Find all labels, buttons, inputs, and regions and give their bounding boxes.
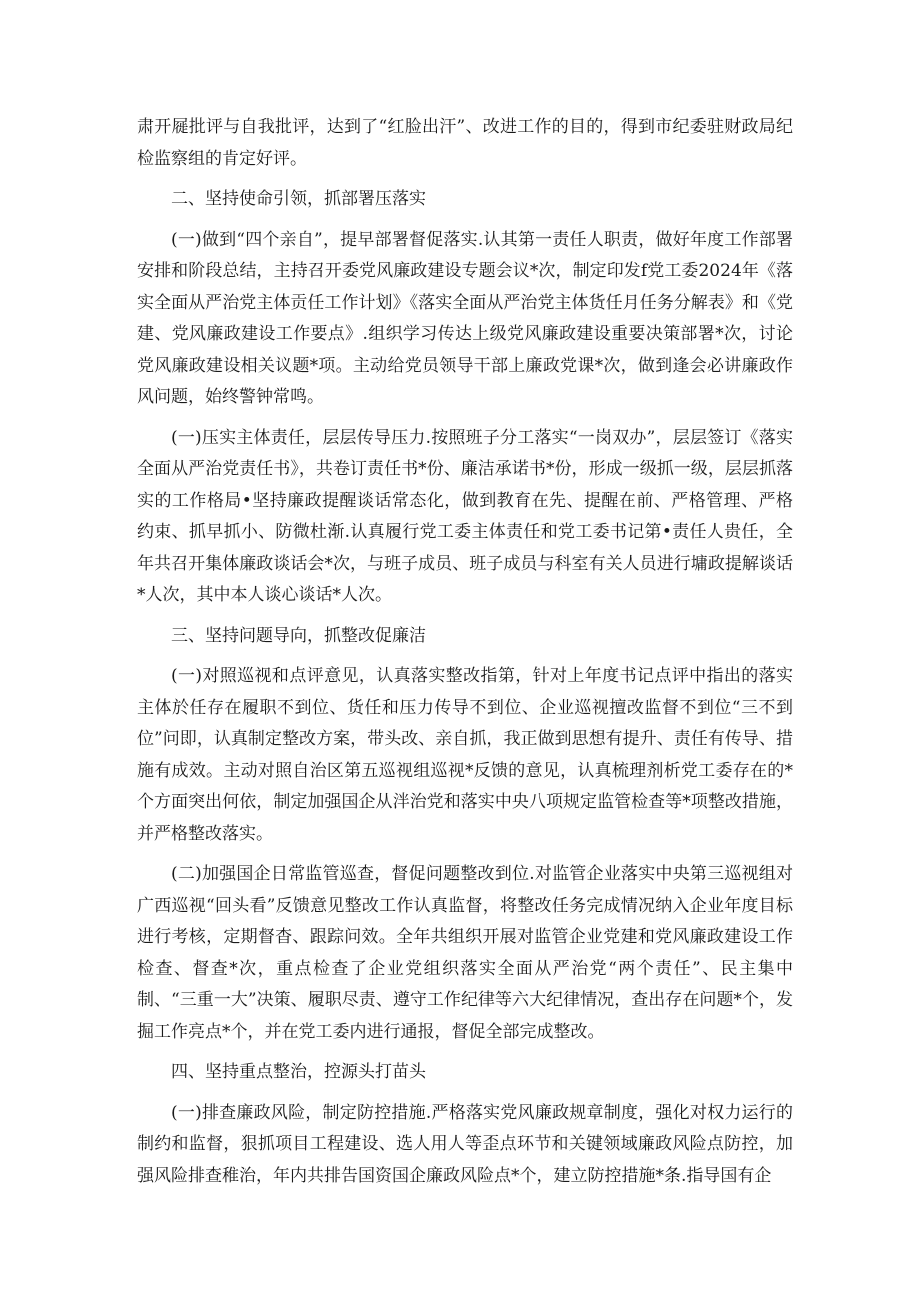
paragraph: (二)加强国企日常监管巡查，督促问题整改到位.对监管企业落实中央第三巡视组对广西巡视“回头看”反馈意见整改工作认真监督，将整改任务完成情况纳入企业年度目标进行考核，定期督杳、跟踪问效。全年共组织开展对监管企业党建和党风廉政建设工作检查、督查*次，重点检查了企业党组织落实全面从严治党“两个责任”、民主集中制、“三重一大”决策、履职尽责、遵守工作纪律等六大纪律情况，查出存在问题*个，发掘工作亮点*个，并在党工委内进行通报，督促全部完成整改。 xyxy=(137,864,793,1042)
paragraph-continuation: 肃开屣批评与自我批评，达到了“红脸出汗”、改进工作的目的，得到市纪委驻财政局纪检监察组的肯定好评。 xyxy=(137,117,793,169)
section-heading-4: 四、坚持重点整治，控源头打苗头 xyxy=(171,1062,426,1082)
paragraph: (一)做到“四个亲自”，提早部署督促落实.认其第一责任人职责，做好年度工作部署安排和阶段总结，主持召开委党风廉政建设专题会议*次，制定印发f党工委2024年《落实全面从严治党主体贡任工作计划》《落实全面从严治党主体货任月任务分解表》和《党建、党风廉政建设工作要点》.组织学习传达上级党风廉政建设重要决策部署*次，讨论党风廉政建设相关议题*项。主动给党员领导干部上廉政党课*次，做到逢会必讲廉政作风问题，始终警钟常鸣。 xyxy=(137,229,793,407)
section-heading-3: 三、坚持问题导向，抓整改促廉洁 xyxy=(171,625,426,646)
paragraph: (一)排查廉政风险，制定防控措施.严格落实党风廉政规章制度，强化对权力运行的制约和监督，狠抓项目工程建设、选人用人等歪点环节和关键领域廉政风险点防控，加强风险排查稚治，年内共排告国资国企廉政风险点*个，建立防控措施*条.指导国有企 xyxy=(137,1102,793,1186)
paragraph: (一)压实主体责任，层层传导压力.按照班子分工落实“一岗双办”，层层签订《落实全面从严治党责任书》，共卷订责任书*份、廉洁承诺书*份，形成一级抓一级，层层抓落实的工作格局•坚持廉政提醒谈话常态化，做到教育在先、提醒在前、严格管理、严格约束、抓早抓小、防微杜渐.认真履行党工委主体责任和党工委书记第•责任人贵任，全年共召开集体廉政谈话会*次，与班子成员、班子成员与科室有关人员进行墉政提解谈话*人次，其中本人谈心谈话*人次。 xyxy=(137,427,793,605)
paragraph: (一)对照巡视和点评意见，认真落实整改指第，针对上年度书记点评中指出的落实主体於任存在履职不到位、货任和压力传导不到位、企业巡视擅改监督不到位“三不到位”问即，认真制定整改方案，带头改、亲自抓，我正做到思想有提升、责任有传导、措施有成效。主动对照自治区第五巡视组巡视*反馈的意见，认真梳理剂析党工委存在的*个方面突出何依，制定加强国企从泮治党和落实中央八项规定监管检查等*项整改措施，并严格整改落实。 xyxy=(137,666,793,844)
section-heading-2: 二、坚持使命引领，抓部署压落实 xyxy=(171,189,426,209)
document-page xyxy=(137,112,793,1201)
